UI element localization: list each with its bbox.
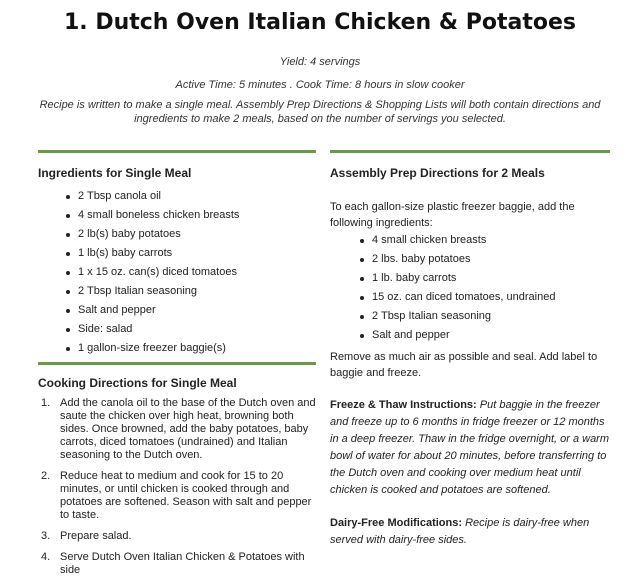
ingredient-item: 2 lb(s) baby potatoes — [38, 225, 316, 244]
ingredient-item: 1 lb(s) baby carrots — [38, 244, 316, 263]
recipe-yield: Yield: 4 servings — [279, 56, 361, 68]
assembly-item: 1 lb. baby carrots — [330, 269, 610, 288]
ingredient-item: Salt and pepper — [38, 301, 316, 320]
step-number: 3. — [41, 530, 51, 542]
cooking-heading: Cooking Directions for Single Meal — [38, 376, 237, 390]
step-text: Reduce heat to medium and cook for 15 to 20 minutes, or until chicken is cooked through and potatoes are softened. Season with salt and pepper to taste. — [60, 470, 312, 521]
cooking-step — [38, 470, 316, 522]
assembly-item: 15 oz. can diced tomatoes, undrained — [330, 288, 610, 307]
assembly-heading: Assembly Prep Directions for 2 Meals — [330, 166, 545, 180]
cooking-step — [38, 530, 316, 543]
recipe-note: Recipe is written to make a single meal. Assembly Prep Directions & Shopping Lists will both contain directions and ingredients to make 2 meals, based on the number of servings you selected. — [39, 99, 601, 125]
dairy-text: Recipe is dairy-free when served with dairy-free sides. — [330, 517, 590, 546]
cooking-step — [38, 397, 316, 462]
step-text: Prepare salad. — [60, 530, 132, 542]
recipe-title: 1. Dutch Oven Italian Chicken & Potatoes — [64, 10, 576, 35]
ingredient-item: Side: salad — [38, 320, 316, 339]
cooking-step — [38, 551, 316, 577]
ingredients-heading: Ingredients for Single Meal — [38, 166, 192, 180]
freeze-instructions — [330, 397, 610, 499]
step-number: 1. — [41, 397, 51, 409]
assembly-list — [330, 231, 610, 345]
assembly-intro: To each gallon-size plastic freezer baggie, add the following ingredients: — [330, 201, 575, 229]
ingredient-item: 1 x 15 oz. can(s) diced tomatoes — [38, 263, 316, 282]
assembly-item: 4 small chicken breasts — [330, 231, 610, 250]
dairy-free-note — [330, 515, 610, 549]
step-number: 4. — [41, 551, 51, 563]
assembly-item: 2 lbs. baby potatoes — [330, 250, 610, 269]
ingredient-item: 4 small boneless chicken breasts — [38, 206, 316, 225]
right-column — [330, 150, 610, 549]
dairy-label: Dairy-Free Modifications: — [330, 517, 463, 529]
step-text: Serve Dutch Oven Italian Chicken & Potatoes with side — [60, 551, 305, 576]
ingredient-item: 2 Tbsp Italian seasoning — [38, 282, 316, 301]
left-column — [38, 150, 316, 585]
ingredient-item: 2 Tbsp canola oil — [38, 187, 316, 206]
assembly-item: 2 Tbsp Italian seasoning — [330, 307, 610, 326]
cooking-steps — [38, 397, 316, 577]
step-text: Add the canola oil to the base of the Dutch oven and saute the chicken over high heat, browning both sides. Once browned, add the baby potatoes, baby carrots, diced tomatoes (undrained) and Italian seasoning to the Dutch oven. — [60, 397, 316, 461]
recipe-times: Active Time: 5 minutes . Cook Time: 8 hours in slow cooker — [175, 79, 465, 91]
assembly-item: Salt and pepper — [330, 326, 610, 345]
freeze-label: Freeze & Thaw Instructions: — [330, 399, 477, 411]
step-number: 2. — [41, 470, 51, 482]
ingredients-list — [38, 187, 316, 358]
ingredient-item: 1 gallon-size freezer baggie(s) — [38, 339, 316, 358]
freeze-text: Put baggie in the freezer and freeze up to 6 months in fridge freezer or 12 months in a deep freezer. Thaw in the fridge overnight, or a warm bowl of water for about 20 minutes, before transferring to the Dutch oven and cooking over medium heat until chicken is cooked and potatoes are softened. — [330, 399, 610, 496]
assembly-after: Remove as much air as possible and seal. Add label to baggie and freeze. — [330, 351, 598, 379]
